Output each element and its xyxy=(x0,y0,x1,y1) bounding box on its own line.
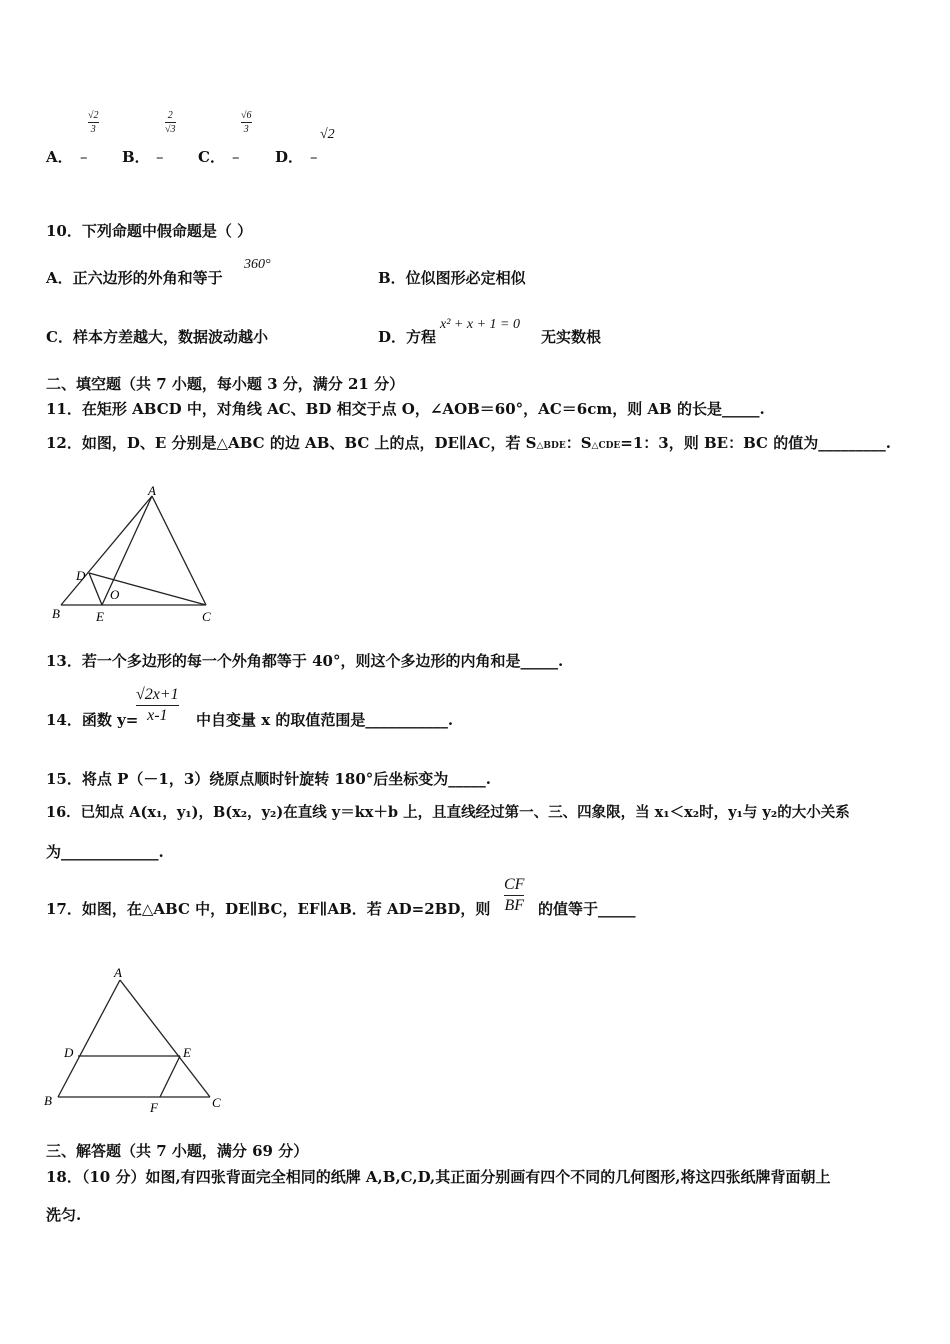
fig1-label-e: E xyxy=(96,609,104,624)
q18-line-1: 18．（10 分）如图,有四张背面完全相同的纸牌 A,B,C,D,其正面分别画有四个不同的几何图形,将这四张纸牌背面朝上 xyxy=(46,1168,831,1186)
fig1-label-o: O xyxy=(110,587,120,602)
q12-prefix: 12．如图，D、E 分别是△ABC 的边 AB、BC 上的点，DE∥AC，若 S xyxy=(46,434,537,452)
q17-suffix: 的值等于_____ xyxy=(538,900,636,918)
q16-line-2: 为_____________. xyxy=(46,843,164,861)
q12-text xyxy=(46,436,891,451)
q18-line-2: 洗匀. xyxy=(46,1206,82,1224)
q13-text: 13．若一个多边形的每一个外角都等于 40°，则这个多边形的内角和是_____. xyxy=(46,652,564,670)
q12-mid: ：S xyxy=(565,434,592,452)
q10-option-d-math: x² + x + 1 = 0 xyxy=(440,317,520,332)
q17-fraction xyxy=(504,876,524,915)
q12-suffix: =1：3，则 BE：BC 的值为_________. xyxy=(620,434,891,452)
q17-prefix: 17．如图，在△ABC 中，DE∥BC，EF∥AB．若 AD=2BD，则 xyxy=(46,900,491,918)
figure-triangle-abc-2 xyxy=(40,962,230,1117)
section-3-title: 三、解答题（共 7 小题，满分 69 分） xyxy=(46,1142,309,1160)
q10-option-d-suffix: 无实数根 xyxy=(541,328,602,346)
q9-option-a-label: A． xyxy=(46,148,73,166)
q9-option-a-dash: – xyxy=(80,148,88,166)
q10-option-a: A．正六边形的外角和等于 xyxy=(46,269,223,287)
q17-denominator: BF xyxy=(504,897,524,914)
line-ab xyxy=(58,980,120,1097)
q9-option-c-dash: – xyxy=(232,148,240,166)
q10-option-b: B．位似图形必定相似 xyxy=(378,269,526,287)
q10-option-c: C．样本方差越大，数据波动越小 xyxy=(46,328,268,346)
line-ef xyxy=(160,1056,180,1097)
line-ab xyxy=(61,496,152,605)
q9-option-c-label: C． xyxy=(198,148,225,166)
q14-prefix: 14．函数 y= xyxy=(46,711,139,729)
fig2-label-c: C xyxy=(212,1095,221,1110)
fig1-label-d: D xyxy=(76,568,86,583)
q9-option-a-math: √2 3 xyxy=(88,110,99,135)
figure-triangle-abc-1 xyxy=(44,483,224,628)
fig2-label-b: B xyxy=(44,1093,52,1108)
q9-option-d-label: D． xyxy=(275,148,304,166)
fig2-label-f: F xyxy=(150,1100,158,1115)
q14-fraction xyxy=(136,686,179,725)
fig1-label-c: C xyxy=(202,609,211,624)
q15-text: 15．将点 P（－1，3）绕原点顺时针旋转 180°后坐标变为_____. xyxy=(46,770,492,788)
q10-option-a-math: 360° xyxy=(244,257,271,272)
line-ac xyxy=(120,980,210,1097)
q14-denominator: x-1 xyxy=(147,707,168,724)
q16-line-1: 16．已知点 A(x₁，y₁)，B(x₂，y₂)在直线 y＝kx＋b 上，且直线经过第一、三、四象限，当 x₁＜x₂时，y₁与 y₂的大小关系 xyxy=(46,804,850,821)
q9-option-b-dash: – xyxy=(156,148,164,166)
fig1-label-a: A xyxy=(148,483,156,498)
q10-stem: 10．下列命题中假命题是（ ） xyxy=(46,222,253,240)
fig2-label-a: A xyxy=(114,965,122,980)
q17-numerator: CF xyxy=(504,876,525,893)
line-dc xyxy=(89,573,206,605)
q14-suffix: 中自变量 x 的取值范围是___________. xyxy=(196,711,454,729)
line-ac xyxy=(152,496,206,605)
line-de xyxy=(89,573,102,605)
q11-text: 11．在矩形 ABCD 中，对角线 AC、BD 相交于点 O，∠AOB＝60°，AC＝6cm，则 AB 的长是_____. xyxy=(46,400,765,418)
q12-sub-cde: △CDE xyxy=(591,441,621,451)
q9-option-c-math: √6 3 xyxy=(241,110,252,135)
fig2-label-e: E xyxy=(183,1045,191,1060)
section-2-title: 二、填空题（共 7 小题，每小题 3 分，满分 21 分） xyxy=(46,375,405,393)
q9-option-d-dash: – xyxy=(310,148,318,166)
q9-option-d-math: √2 xyxy=(320,127,335,142)
fig2-label-d: D xyxy=(64,1045,74,1060)
q9-option-b-math: 2 √3 xyxy=(165,110,176,135)
q10-option-d-prefix: D．方程 xyxy=(378,328,437,346)
q12-sub-bde: △BDE xyxy=(536,441,566,451)
fig1-label-b: B xyxy=(52,606,60,621)
q9-option-b-label: B． xyxy=(122,148,150,166)
q14-numerator: √2x+1 xyxy=(136,686,179,703)
